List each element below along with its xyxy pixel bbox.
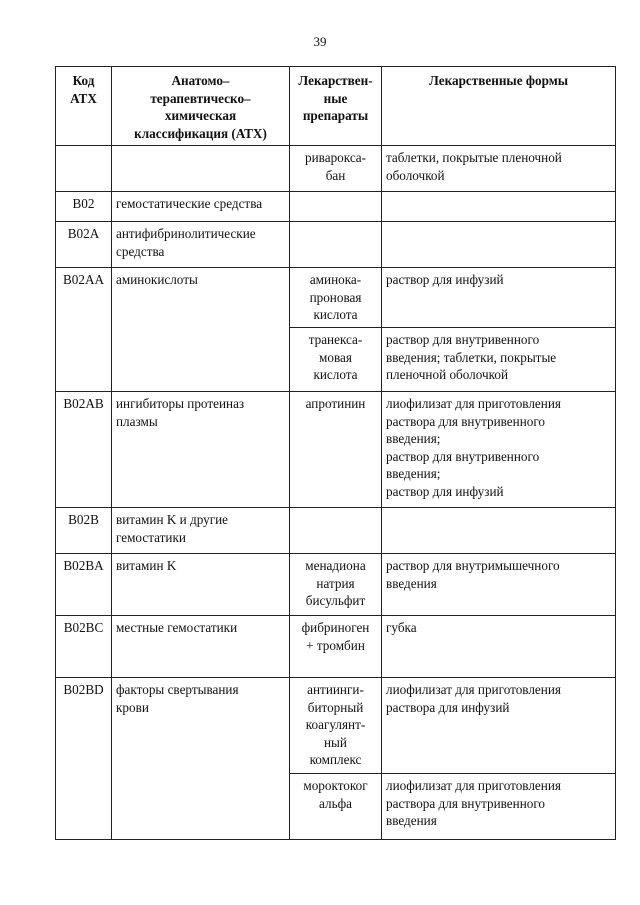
table-row — [56, 146, 616, 192]
classification-cell: гемостатические средства — [112, 192, 290, 222]
atc-table — [55, 66, 616, 840]
drug-cell: апротинин — [290, 392, 382, 508]
drug-cell — [290, 222, 382, 268]
header-drugs: Лекарствен- ные препараты — [290, 67, 382, 146]
drug-cell: фибриноген + тромбин — [290, 616, 382, 678]
form-cell: раствор для внутримышечного введения — [382, 554, 616, 616]
form-cell: раствор для инфузий — [382, 268, 616, 328]
drug-cell — [290, 192, 382, 222]
form-cell: раствор для внутривенного введения; таблетки, покрытые пленочной оболочкой — [382, 328, 616, 392]
table-header-row — [56, 67, 616, 146]
form-cell: лиофилизат для приготовления раствора для внутривенного введения — [382, 774, 616, 840]
form-cell: таблетки, покрытые пленочной оболочкой — [382, 146, 616, 192]
classification-cell: местные гемостатики — [112, 616, 290, 678]
classification-cell: факторы свертывания крови — [112, 678, 290, 840]
code-cell: B02B — [56, 508, 112, 554]
code-cell: B02BA — [56, 554, 112, 616]
table-row — [56, 222, 616, 268]
drug-cell: антиинги- биторный коагулянт- ный комплекс — [290, 678, 382, 774]
form-cell: лиофилизат для приготовления раствора для инфузий — [382, 678, 616, 774]
code-cell: B02AB — [56, 392, 112, 508]
code-cell — [56, 146, 112, 192]
code-cell: B02BD — [56, 678, 112, 840]
classification-cell: витамин K — [112, 554, 290, 616]
form-cell: лиофилизат для приготовления раствора для внутривенного введения; раствор для внутривенного введения; раствор для инфузий — [382, 392, 616, 508]
classification-cell: антифибринолитические средства — [112, 222, 290, 268]
drug-cell: транекса- мовая кислота — [290, 328, 382, 392]
table-row — [56, 678, 616, 774]
drug-cell — [290, 508, 382, 554]
table-row — [56, 554, 616, 616]
code-cell: B02BC — [56, 616, 112, 678]
header-forms: Лекарственные формы — [382, 67, 616, 146]
form-cell — [382, 222, 616, 268]
header-classification: Анатомо– терапевтическо– химическая классификация (АТХ) — [112, 67, 290, 146]
drug-cell: аминока- проновая кислота — [290, 268, 382, 328]
table-row — [56, 268, 616, 328]
form-cell — [382, 192, 616, 222]
drug-cell: менадиона натрия бисульфит — [290, 554, 382, 616]
form-cell — [382, 508, 616, 554]
table-row — [56, 616, 616, 678]
form-cell: губка — [382, 616, 616, 678]
drug-cell: мороктоког альфа — [290, 774, 382, 840]
page-number: 39 — [313, 34, 327, 49]
code-cell: B02A — [56, 222, 112, 268]
code-cell: B02 — [56, 192, 112, 222]
header-code: Код АТХ — [56, 67, 112, 146]
classification-cell: витамин K и другие гемостатики — [112, 508, 290, 554]
classification-cell: аминокислоты — [112, 268, 290, 392]
classification-cell — [112, 146, 290, 192]
table-row — [56, 392, 616, 508]
classification-cell: ингибиторы протеиназ плазмы — [112, 392, 290, 508]
drug-cell: ривароксa- бан — [290, 146, 382, 192]
code-cell: B02AA — [56, 268, 112, 392]
table-row — [56, 192, 616, 222]
table-row — [56, 508, 616, 554]
